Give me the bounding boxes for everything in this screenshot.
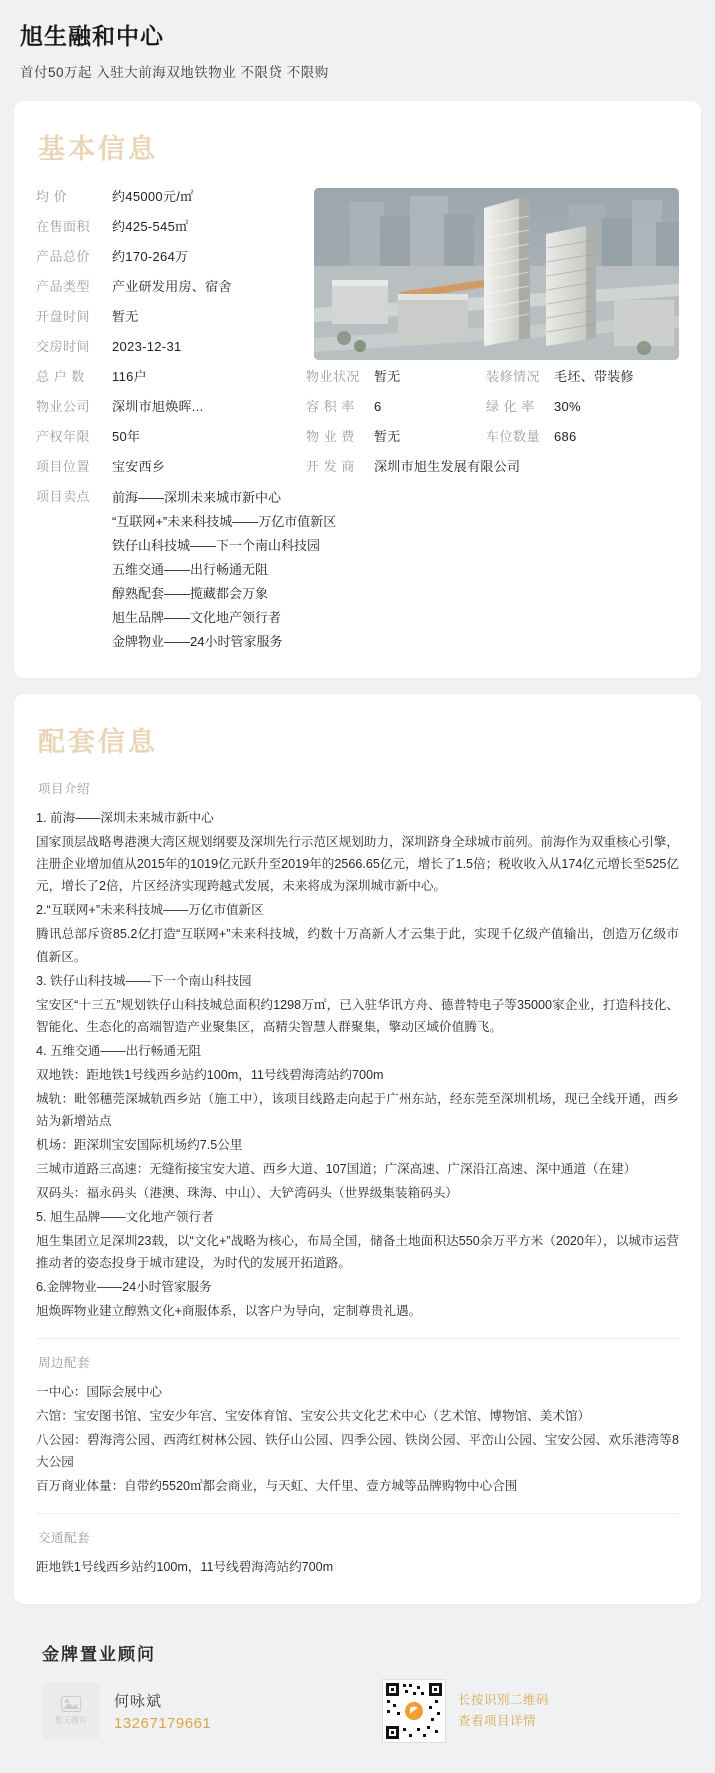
qr-block[interactable] <box>382 1679 549 1743</box>
page-subtitle: 首付50万起 入驻大前海双地铁物业 不限贷 不限购 <box>20 65 329 80</box>
footer-title: 金牌置业顾问 <box>42 1645 156 1665</box>
info-grid-row <box>36 366 679 385</box>
info-row <box>36 216 306 235</box>
info-value: 50年 <box>112 429 141 444</box>
agent-phone[interactable]: 13267179661 <box>114 1715 212 1733</box>
footer-section <box>14 1630 701 1743</box>
info-label: 开盘时间 <box>36 309 91 324</box>
selling-point-item: 铁仔山科技城——下一个南山科技园 <box>112 538 321 554</box>
intro-paragraph: 6.金牌物业——24小时管家服务 <box>36 1279 212 1294</box>
info-label: 绿 化 率 <box>486 399 535 414</box>
footer-body <box>14 1679 701 1743</box>
info-value: 116户 <box>112 369 147 384</box>
info-label: 开 发 商 <box>306 459 355 474</box>
around-label: 周边配套 <box>38 1356 91 1371</box>
building-rendering-image <box>314 188 679 360</box>
intro-paragraph: 2.“互联网+”未来科技城——万亿市值新区 <box>36 903 264 918</box>
info-label: 车位数量 <box>486 429 541 444</box>
info-cell <box>306 456 679 475</box>
selling-point-item: 醇熟配套——揽藏都会万象 <box>112 586 269 602</box>
info-cell <box>306 366 486 385</box>
page-header <box>0 0 715 91</box>
intro-paragraph: 宝安区“十三五”规划铁仔山科技城总面积约1298万㎡，已入驻华讯方舟、德普特电子等35000家企业，打造科技化、智能化、生态化的高端智造产业聚集区，高精尖智慧人群聚集，擎动区域价值腾飞。 <box>36 997 679 1034</box>
info-value: 毛坯、带装修 <box>554 369 634 384</box>
info-cell <box>486 396 679 415</box>
basic-info-card <box>14 101 701 678</box>
selling-point-item: 五维交通——出行畅通无阻 <box>112 562 269 578</box>
intro-paragraph: 4. 五维交通——出行畅通无阻 <box>36 1043 202 1058</box>
intro-paragraph: 旭焕晖物业建立醇熟文化+商服体系，以客户为导向，定制尊贵礼遇。 <box>36 1303 422 1318</box>
agent-info <box>114 1690 211 1732</box>
info-row <box>36 276 306 295</box>
info-label: 物业公司 <box>36 399 91 414</box>
supporting-info-card <box>14 694 701 1604</box>
traffic-paragraph: 距地铁1号线西乡站约100m，11号线碧海湾站约700m <box>36 1560 334 1575</box>
info-value: 产业研发用房、宿舍 <box>112 279 232 294</box>
around-paragraph: 百万商业体量：自带约5520㎡都会商业，与天虹、大仟里、壹方城等品牌购物中心合围 <box>36 1479 518 1494</box>
intro-paragraph: 三城市道路三高速：无缝衔接宝安大道、西乡大道、107国道；广深高速、广深沿江高速、深中通道（在建） <box>36 1161 637 1176</box>
around-paragraph: 八公园：碧海湾公园、西湾红树林公园、铁仔山公园、四季公园、铁岗公园、平峦山公园、宝安公园、欢乐港湾等8大公园 <box>36 1433 679 1470</box>
info-value: 暂无 <box>374 369 401 384</box>
info-label: 产权年限 <box>36 429 91 444</box>
image-placeholder-icon <box>61 1696 81 1712</box>
info-cell <box>486 366 679 385</box>
info-row <box>36 246 306 265</box>
info-row <box>36 336 306 355</box>
basic-info-title: 基本信息 <box>38 134 158 164</box>
info-label: 容 积 率 <box>306 399 355 414</box>
section-divider <box>36 1338 679 1339</box>
selling-point-item: 金牌物业——24小时管家服务 <box>112 634 283 650</box>
around-paragraph: 一中心：国际会展中心 <box>36 1385 162 1400</box>
info-cell <box>36 456 306 475</box>
info-label: 总 户 数 <box>36 369 85 384</box>
info-label: 在售面积 <box>36 219 91 234</box>
intro-paragraph: 旭生集团立足深圳23载，以“文化+”战略为核心，布局全国，储备土地面积达550余万平方米（2020年），以城市运营推动者的姿态投身于城市建设，为时代的发展开拓道路。 <box>36 1233 679 1270</box>
intro-paragraph: 3. 铁仔山科技城——下一个南山科技园 <box>36 973 252 988</box>
selling-point-item: 旭生品牌——文化地产领行者 <box>112 610 282 626</box>
info-grid-row <box>36 456 679 475</box>
intro-paragraph: 机场：距深圳宝安国际机场约7.5公里 <box>36 1137 243 1152</box>
info-label: 项目位置 <box>36 459 91 474</box>
basic-info-top <box>36 186 679 366</box>
info-cell <box>306 426 486 445</box>
qr-code-icon[interactable] <box>382 1679 446 1743</box>
info-label: 物业状况 <box>306 369 361 384</box>
info-label: 交房时间 <box>36 339 91 354</box>
traffic-label: 交通配套 <box>38 1531 91 1546</box>
info-value: 深圳市旭生发展有限公司 <box>374 459 521 474</box>
agent-card[interactable] <box>42 1682 372 1740</box>
info-label: 装修情况 <box>486 369 541 384</box>
project-photo-frame <box>314 188 679 360</box>
info-value: 约425-545㎡ <box>112 219 189 234</box>
project-photo <box>314 188 679 360</box>
info-cell <box>36 426 306 445</box>
qr-caption <box>458 1690 549 1733</box>
info-cell <box>486 426 679 445</box>
qr-code-image <box>383 1680 445 1742</box>
info-value: 6 <box>374 399 382 414</box>
selling-points-label: 项目卖点 <box>36 489 91 504</box>
selling-points-list <box>112 486 336 654</box>
intro-paragraph: 国家顶层战略粤港澳大湾区规划纲要及深圳先行示范区规划助力，深圳跻身全球城市前列。前海作为双重核心引擎，注册企业增加值从2015年的1019亿元跃升至2019年的2566.65亿元，增长了1.5倍；税收收入从174亿元增长至525亿元，增长了2倍，片区经济实现跨越式发展，未来将成为深圳城市新中心。 <box>36 835 679 894</box>
qr-caption-line: 查看项目详情 <box>458 1714 537 1729</box>
info-value: 2023-12-31 <box>112 339 182 354</box>
info-value: 约170-264万 <box>112 249 189 264</box>
info-row <box>36 306 306 325</box>
intro-paragraph: 城轨：毗邻穗莞深城轨西乡站（施工中），该项目线路走向起于广州东站，经东莞至深圳机场，现已全线开通，西乡站为新增站点 <box>36 1091 679 1128</box>
info-row <box>36 186 306 205</box>
around-paragraph: 六馆：宝安图书馆、宝安少年宫、宝安体育馆、宝安公共文化艺术中心（艺术馆、博物馆、美术馆） <box>36 1409 591 1424</box>
agent-name: 何咏斌 <box>114 1693 163 1711</box>
info-value: 30% <box>554 399 581 414</box>
info-value: 约45000元/㎡ <box>112 189 194 204</box>
selling-point-item: “互联网+”未来科技城——万亿市值新区 <box>112 514 337 530</box>
supporting-info-title: 配套信息 <box>38 727 158 758</box>
selling-point-item: 前海——深圳未来城市新中心 <box>112 490 282 505</box>
intro-label: 项目介绍 <box>38 782 91 797</box>
intro-paragraph: 双码头：福永码头（港澳、珠海、中山）、大铲湾码头（世界级集装箱码头） <box>36 1185 458 1200</box>
info-value: 深圳市旭焕晖... <box>112 399 204 414</box>
info-label: 均 价 <box>36 189 68 204</box>
info-cell <box>36 396 306 415</box>
info-label: 产品类型 <box>36 279 91 294</box>
info-value: 宝安西乡 <box>112 459 166 474</box>
intro-paragraph: 腾讯总部斥资85.2亿打造“互联网+”未来科技城，约数十万高新人才云集于此，实现千亿级产值输出，创造万亿级市值新区。 <box>36 927 679 964</box>
section-divider <box>36 1513 679 1514</box>
info-cell <box>36 366 306 385</box>
basic-info-fields <box>36 186 306 366</box>
info-label: 产品总价 <box>36 249 91 264</box>
qr-caption-line: 长按识别二维码 <box>458 1692 550 1707</box>
selling-points-block <box>36 486 679 654</box>
intro-paragraph: 双地铁：距地铁1号线西乡站约100m，11号线碧海湾站约700m <box>36 1067 384 1082</box>
info-grid-row <box>36 396 679 415</box>
info-grid-row <box>36 426 679 445</box>
page-title: 旭生融和中心 <box>20 23 164 49</box>
info-value: 暂无 <box>112 309 139 324</box>
info-value: 暂无 <box>374 429 401 444</box>
avatar-placeholder-text: 暂无图片 <box>55 1716 87 1726</box>
info-label: 物 业 费 <box>306 429 355 444</box>
info-value: 686 <box>554 429 577 444</box>
intro-paragraph: 1. 前海——深圳未来城市新中心 <box>36 811 214 826</box>
info-cell <box>306 396 486 415</box>
avatar <box>42 1682 100 1740</box>
intro-paragraph: 5. 旭生品牌——文化地产领行者 <box>36 1209 214 1224</box>
